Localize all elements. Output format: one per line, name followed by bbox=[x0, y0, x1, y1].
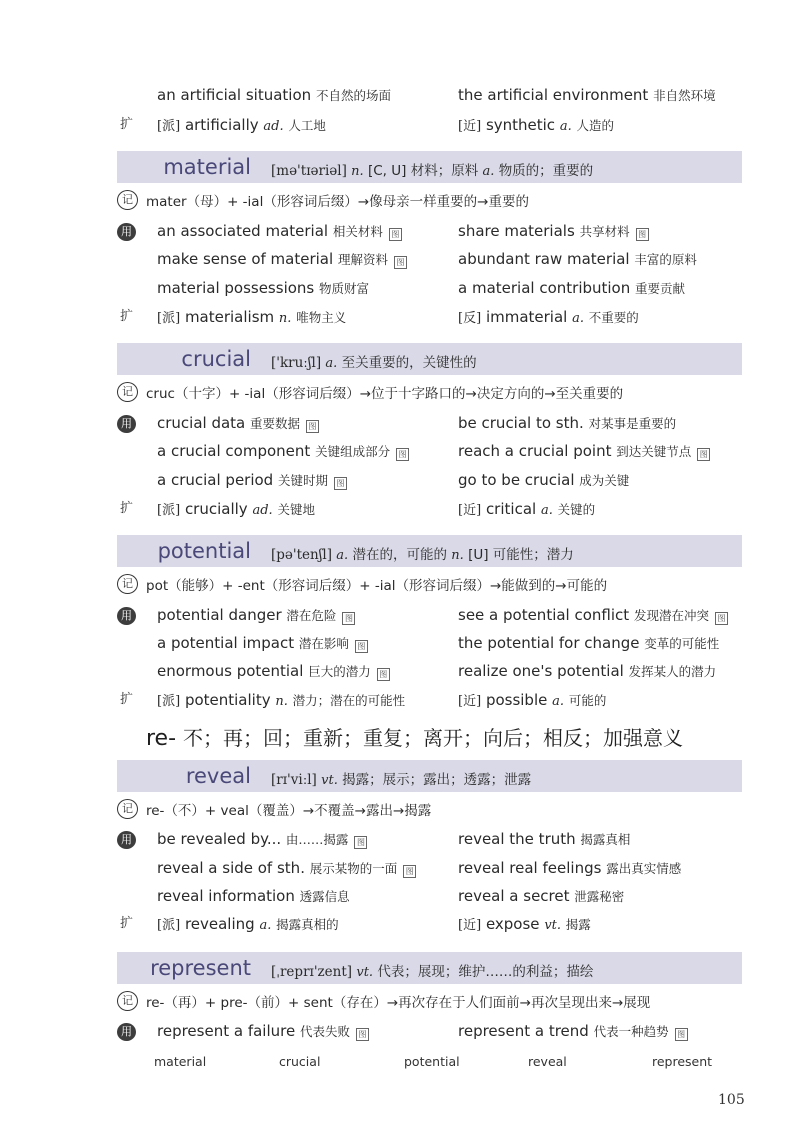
extension-row bbox=[0, 910, 800, 938]
etymology-row bbox=[0, 986, 800, 1014]
collocation-right: reveal a secret 泄露秘密 bbox=[458, 887, 625, 905]
collocation-row bbox=[0, 826, 800, 854]
image-mark-icon: 图 bbox=[342, 612, 355, 625]
extension-row bbox=[0, 495, 800, 523]
etymology-row bbox=[0, 794, 800, 822]
related-word: [近] synthetic a. 人造的 bbox=[458, 116, 615, 134]
etymology: mater（母）+ -ial（形容词后缀）→像母亲一样重要的→重要的 bbox=[146, 194, 529, 210]
collocation-right: reveal the truth 揭露真相 bbox=[458, 830, 631, 848]
derivative: [派] materialism n. 唯物主义 bbox=[157, 308, 347, 326]
etymology-row bbox=[0, 377, 800, 405]
collocation-row bbox=[0, 218, 800, 246]
headword: represent bbox=[150, 956, 251, 980]
collocation-row bbox=[0, 602, 800, 630]
collocation-row bbox=[0, 438, 800, 466]
extend-icon: 扩 bbox=[119, 501, 133, 516]
memory-icon: 记 bbox=[117, 574, 138, 594]
collocation-left: be revealed by... 由……揭露 图 bbox=[157, 830, 367, 849]
extend-icon: 扩 bbox=[119, 309, 133, 324]
collocation-left: an artificial situation 不自然的场面 bbox=[157, 86, 391, 104]
entry-header-represent bbox=[117, 952, 742, 984]
image-mark-icon: 图 bbox=[394, 256, 407, 269]
usage-icon: 用 bbox=[117, 415, 136, 433]
collocation-right: reveal real feelings 露出真实情感 bbox=[458, 859, 682, 877]
collocation-left: crucial data 重要数据 图 bbox=[157, 414, 319, 433]
image-mark-icon: 图 bbox=[715, 612, 728, 625]
footer-word: potential bbox=[404, 1054, 460, 1069]
collocation-right: go to be crucial 成为关键 bbox=[458, 471, 630, 489]
collocation-left: an associated material 相关材料 图 bbox=[157, 222, 402, 241]
collocation-row bbox=[0, 883, 800, 911]
extension-row bbox=[0, 111, 800, 139]
extension-row bbox=[0, 303, 800, 331]
collocation-right: the potential for change 变革的可能性 bbox=[458, 634, 720, 652]
memory-icon: 记 bbox=[117, 382, 138, 402]
collocation-right: abundant raw material 丰富的原料 bbox=[458, 250, 697, 268]
definition: [ˌreprɪ'zent] vt. 代表；展现；维护……的利益；描绘 bbox=[271, 964, 594, 980]
collocation-left: material possessions 物质财富 bbox=[157, 279, 370, 297]
entry-header-material bbox=[117, 151, 742, 183]
etymology-row bbox=[0, 569, 800, 597]
usage-icon: 用 bbox=[117, 607, 136, 625]
usage-icon: 用 bbox=[117, 223, 136, 241]
image-mark-icon: 图 bbox=[403, 865, 416, 878]
collocation-right: be crucial to sth. 对某事是重要的 bbox=[458, 414, 677, 432]
entry-header-crucial bbox=[117, 343, 742, 375]
extend-icon: 扩 bbox=[119, 692, 133, 707]
memory-icon: 记 bbox=[117, 799, 138, 819]
image-mark-icon: 图 bbox=[306, 420, 319, 433]
definition: [pə'tenʃl] a. 潜在的，可能的 n. [U] 可能性；潜力 bbox=[271, 547, 574, 563]
collocation-row bbox=[0, 1018, 800, 1046]
memory-icon: 记 bbox=[117, 991, 138, 1011]
entry-header-reveal bbox=[117, 760, 742, 792]
collocation-row bbox=[0, 246, 800, 274]
derivative: [派] artificially ad. 人工地 bbox=[157, 116, 326, 134]
image-mark-icon: 图 bbox=[377, 668, 390, 681]
collocation-right: represent a trend 代表一种趋势 图 bbox=[458, 1022, 688, 1041]
memory-icon: 记 bbox=[117, 190, 138, 210]
collocation-row bbox=[0, 82, 800, 110]
derivative: [派] revealing a. 揭露真相的 bbox=[157, 915, 339, 933]
collocation-right: a material contribution 重要贡献 bbox=[458, 279, 686, 297]
definition: [rɪ'viːl] vt. 揭露；展示；露出；透露；泄露 bbox=[271, 772, 532, 788]
synonym: [近] possible a. 可能的 bbox=[458, 691, 607, 709]
footer-word: material bbox=[154, 1054, 207, 1069]
antonym: [反] immaterial a. 不重要的 bbox=[458, 308, 639, 326]
collocation-row bbox=[0, 410, 800, 438]
collocation-right: the artificial environment 非自然环境 bbox=[458, 86, 716, 104]
entry-header-potential bbox=[117, 535, 742, 567]
collocation-right: reach a crucial point 到达关键节点 图 bbox=[458, 442, 710, 461]
derivative: [派] potentiality n. 潜力；潜在的可能性 bbox=[157, 691, 406, 709]
headword: material bbox=[163, 155, 251, 179]
image-mark-icon: 图 bbox=[334, 477, 347, 490]
collocation-row bbox=[0, 658, 800, 686]
footer-word: reveal bbox=[528, 1054, 567, 1069]
etymology: cruc（十字）+ -ial（形容词后缀）→位于十字路口的→决定方向的→至关重要的 bbox=[146, 386, 624, 402]
image-mark-icon: 图 bbox=[355, 640, 368, 653]
headword: crucial bbox=[181, 347, 251, 371]
synonym: [近] critical a. 关键的 bbox=[458, 500, 596, 518]
footer-word: represent bbox=[652, 1054, 713, 1069]
definition: [mə'tɪəriəl] n. [C, U] 材料；原料 a. 物质的；重要的 bbox=[271, 163, 594, 179]
collocation-right: realize one's potential 发挥某人的潜力 bbox=[458, 662, 717, 680]
collocation-left: reveal a side of sth. 展示某物的一面 图 bbox=[157, 859, 416, 878]
image-mark-icon: 图 bbox=[675, 1028, 688, 1041]
collocation-left: reveal information 透露信息 bbox=[157, 887, 350, 905]
image-mark-icon: 图 bbox=[389, 228, 402, 241]
collocation-left: a crucial period 关键时期 图 bbox=[157, 471, 347, 490]
image-mark-icon: 图 bbox=[396, 448, 409, 461]
usage-icon: 用 bbox=[117, 1023, 136, 1041]
footer-word: crucial bbox=[279, 1054, 321, 1069]
derivative: [派] crucially ad. 关键地 bbox=[157, 500, 315, 518]
extension-row bbox=[0, 686, 800, 714]
collocation-left: potential danger 潜在危险 图 bbox=[157, 606, 355, 625]
collocation-left: make sense of material 理解资料 图 bbox=[157, 250, 407, 269]
collocation-row bbox=[0, 855, 800, 883]
prefix-heading: re- 不；再；回；重新；重复；离开；向后；相反；加强意义 bbox=[146, 726, 684, 751]
etymology: re-（再）+ pre-（前）+ sent（存在）→再次存在于人们面前→再次呈现出来→展现 bbox=[146, 995, 651, 1011]
collocation-left: represent a failure 代表失败 图 bbox=[157, 1022, 369, 1041]
collocation-row bbox=[0, 275, 800, 303]
image-mark-icon: 图 bbox=[356, 1028, 369, 1041]
collocation-left: enormous potential 巨大的潜力 图 bbox=[157, 662, 390, 681]
etymology-row bbox=[0, 185, 800, 213]
usage-icon: 用 bbox=[117, 831, 136, 849]
synonym: [近] expose vt. 揭露 bbox=[458, 915, 591, 933]
image-mark-icon: 图 bbox=[636, 228, 649, 241]
collocation-left: a crucial component 关键组成部分 图 bbox=[157, 442, 409, 461]
headword: reveal bbox=[185, 764, 251, 788]
definition: ['kruːʃl] a. 至关重要的，关键性的 bbox=[271, 355, 477, 371]
page-number: 105 bbox=[718, 1092, 745, 1108]
collocation-right: share materials 共享材料 图 bbox=[458, 222, 649, 241]
etymology: pot（能够）+ -ent（形容词后缀）+ -ial（形容词后缀）→能做到的→可能的 bbox=[146, 578, 608, 594]
image-mark-icon: 图 bbox=[697, 448, 710, 461]
collocation-row bbox=[0, 630, 800, 658]
headword: potential bbox=[157, 539, 251, 563]
extend-icon: 扩 bbox=[119, 117, 133, 132]
collocation-row bbox=[0, 467, 800, 495]
etymology: re-（不）+ veal（覆盖）→不覆盖→露出→揭露 bbox=[146, 803, 432, 819]
collocation-left: a potential impact 潜在影响 图 bbox=[157, 634, 368, 653]
image-mark-icon: 图 bbox=[354, 836, 367, 849]
extend-icon: 扩 bbox=[119, 916, 133, 931]
collocation-right: see a potential conflict 发现潜在冲突 图 bbox=[458, 606, 728, 625]
